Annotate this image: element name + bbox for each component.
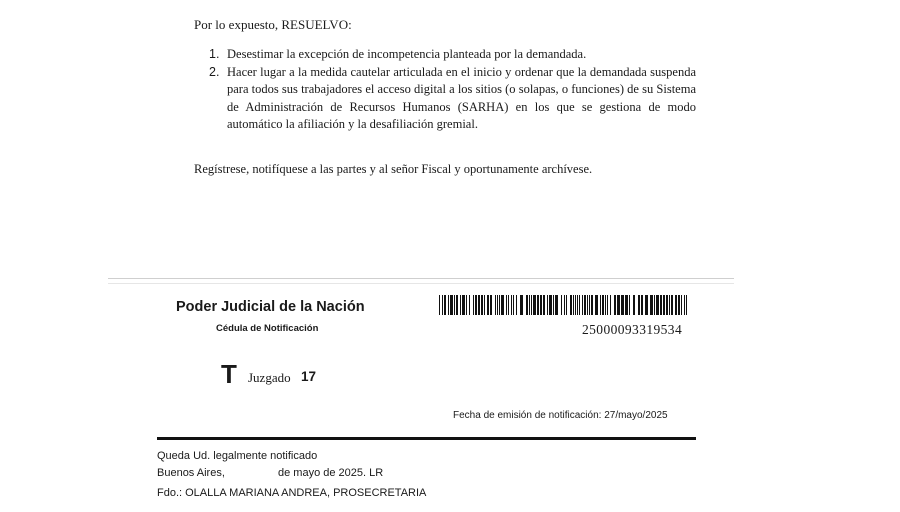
- resolution-item-text: Hacer lugar a la medida cautelar articulada en el inicio y ordenar que la demandada suspenda para todos sus trabajadores el acceso digital a los sitios (o solapas, o funciones) de su Sistema de Administración de Recursos Humanos (SARHA) en los que se gestiona de modo automático la afiliación y la desafiliación gremial.: [227, 64, 696, 131]
- notified-text: Queda Ud. legalmente notificado: [157, 450, 318, 462]
- page-separator: [108, 283, 734, 284]
- resolution-item: [198, 64, 696, 134]
- resolution-intro: Por lo expuesto, RESUELVO:: [194, 17, 352, 32]
- resolution-item-text: Desestimar la excepción de incompetencia planteada por la demandada.: [227, 47, 587, 61]
- issue-date: Fecha de emisión de notificación: 27/mayo/2025: [453, 410, 668, 421]
- date-line: de mayo de 2025. LR: [278, 467, 384, 479]
- resolution-item-number: 2.: [209, 64, 220, 79]
- resolution-list: [198, 46, 696, 134]
- court-letter: T: [221, 359, 237, 389]
- court-number: 17: [301, 369, 317, 384]
- barcode-number: 25000093319534: [582, 322, 683, 337]
- horizontal-rule: [157, 437, 696, 440]
- city-text: Buenos Aires,: [157, 467, 225, 479]
- resolution-item: [198, 46, 696, 64]
- resolution-closing: Regístrese, notifíquese a las partes y al señor Fiscal y oportunamente archívese.: [194, 162, 593, 176]
- court-label: Juzgado: [248, 370, 291, 385]
- barcode-image: [439, 295, 687, 315]
- page-separator: [108, 278, 734, 279]
- document-type: Cédula de Notificación: [216, 323, 319, 334]
- resolution-item-number: 1.: [209, 47, 220, 61]
- court-name: Poder Judicial de la Nación: [176, 299, 365, 315]
- signature-line: Fdo.: OLALLA MARIANA ANDREA, PROSECRETARIA: [157, 487, 427, 499]
